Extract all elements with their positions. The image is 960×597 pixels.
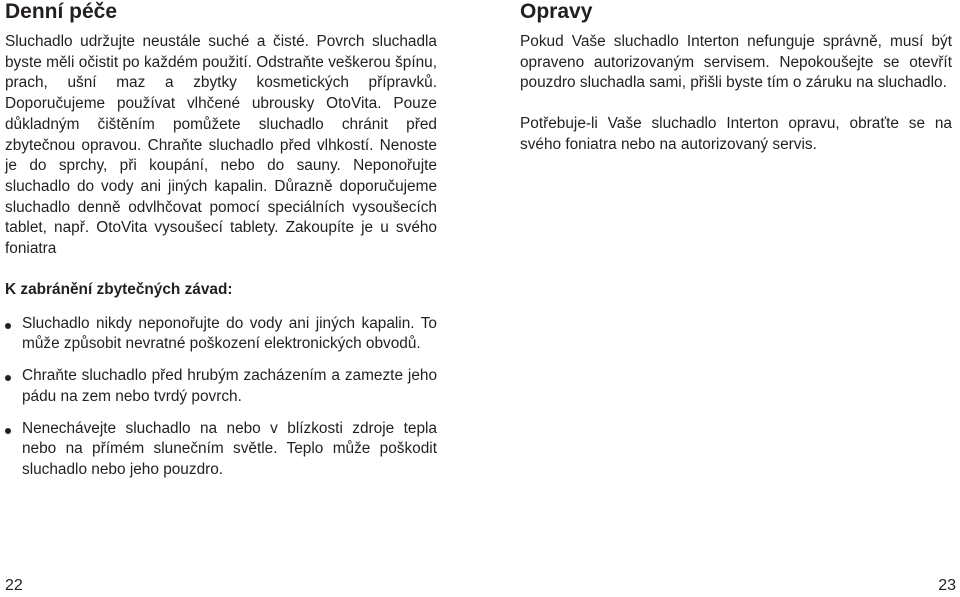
list-item-text: Nenechávejte sluchadlo na nebo v blízkosti zdroje tepla nebo na přímém slunečním světle. Teplo může poškodit sluchadlo nebo jeho pouzdro. (22, 419, 437, 478)
list-item (5, 366, 437, 407)
section-title-daily-care: Denní péče (5, 0, 118, 23)
page-number-right: 23 (938, 577, 956, 594)
list-item (5, 314, 437, 355)
repairs-paragraph: Pokud Vaše sluchadlo Interton nefunguje správně, musí být opraveno autorizovaným servisem. Nepokoušejte se otevřít pouzdro sluchadla sami, přišli byste tím o záruku na sluchadlo. (520, 33, 952, 92)
prevention-list (5, 314, 437, 481)
repairs-paragraph: Potřebuje-li Vaše sluchadlo Interton opravu, obraťte se na svého foniatra nebo na autorizovaný servis. (520, 115, 952, 153)
list-item-text: Chraňte sluchadlo před hrubým zacházením a zamezte jeho pádu na zem nebo tvrdý povrch. (22, 367, 437, 405)
bullet-icon (5, 323, 11, 329)
list-item (5, 419, 437, 481)
section-title-repairs: Opravy (520, 0, 593, 23)
left-page (5, 0, 437, 492)
list-item-text: Sluchadlo nikdy neponořujte do vody ani jiných kapalin. To může způsobit nevratné poškození elektronických obvodů. (22, 314, 437, 353)
subheading-prevent-damage: K zabránění zbytečných závad: (5, 280, 233, 298)
bullet-icon (5, 428, 11, 434)
bullet-icon (5, 375, 11, 381)
right-page (520, 0, 952, 156)
daily-care-paragraph: Sluchadlo udržujte neustále suché a čisté. Povrch sluchadla byste měli očistit po každém použití. Odstraňte veškerou špínu, prach, ušní maz a zbytky kosmetických přípravků. Doporučujeme používat vlhčené ubrousky OtoVita. Pouze důkladným čištěním pomůžete sluchadlo chránit před zbytečnou opravou. Chraňte sluchadlo před vlhkostí. Nenoste je do sprchy, při koupání, nebo do sauny. Neponořujte sluchadlo do vody ani jiných kapalin. Důrazně doporučujeme sluchadlo denně odvlhčovat pomocí speciálních vysoušecích tablet, např. OtoVita vysoušecí tablety. Zakoupíte je u svého foniatra (5, 33, 437, 258)
page-number-left: 22 (5, 577, 23, 594)
